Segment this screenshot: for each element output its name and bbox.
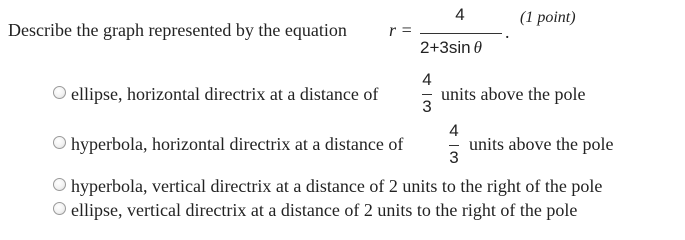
denominator-expression: 2+3sin — [420, 38, 471, 57]
equation-fraction — [420, 6, 502, 56]
option-4-text: ellipse, vertical directrix at a distance of 2 units to the right of the pole — [71, 200, 578, 220]
option-3-text: hyperbola, vertical directrix at a distance of 2 units to the right of the pole — [71, 176, 603, 196]
option-1-text-before: ellipse, horizontal directrix at a distance of — [71, 84, 379, 104]
option-1-fraction — [420, 71, 434, 117]
option-3-radio[interactable] — [53, 178, 66, 191]
option-1-fraction-bar — [422, 94, 432, 95]
option-1-denominator: 3 — [422, 97, 432, 116]
option-4-radio[interactable] — [53, 202, 66, 215]
denominator-theta: θ — [473, 38, 482, 57]
option-2-numerator: 4 — [449, 121, 459, 140]
equation-fraction-bar — [420, 33, 502, 34]
equation-denominator — [420, 39, 502, 57]
option-2-text-after: units above the pole — [469, 134, 614, 154]
option-1-numerator: 4 — [422, 70, 432, 89]
question-prompt: Describe the graph represented by the equation — [8, 20, 347, 40]
equation-lhs: r = — [389, 20, 413, 40]
equation-period: . — [505, 22, 510, 42]
option-2-text-before: hyperbola, horizontal directrix at a distance of — [71, 134, 404, 154]
option-2-fraction-bar — [449, 145, 459, 146]
option-2-denominator: 3 — [449, 148, 459, 167]
equation-numerator: 4 — [455, 5, 465, 24]
points-label: (1 point) — [520, 9, 576, 26]
option-1-radio[interactable] — [53, 86, 66, 99]
option-1-text-after: units above the pole — [441, 84, 586, 104]
option-2-fraction — [447, 122, 461, 168]
option-2-radio[interactable] — [53, 136, 66, 149]
